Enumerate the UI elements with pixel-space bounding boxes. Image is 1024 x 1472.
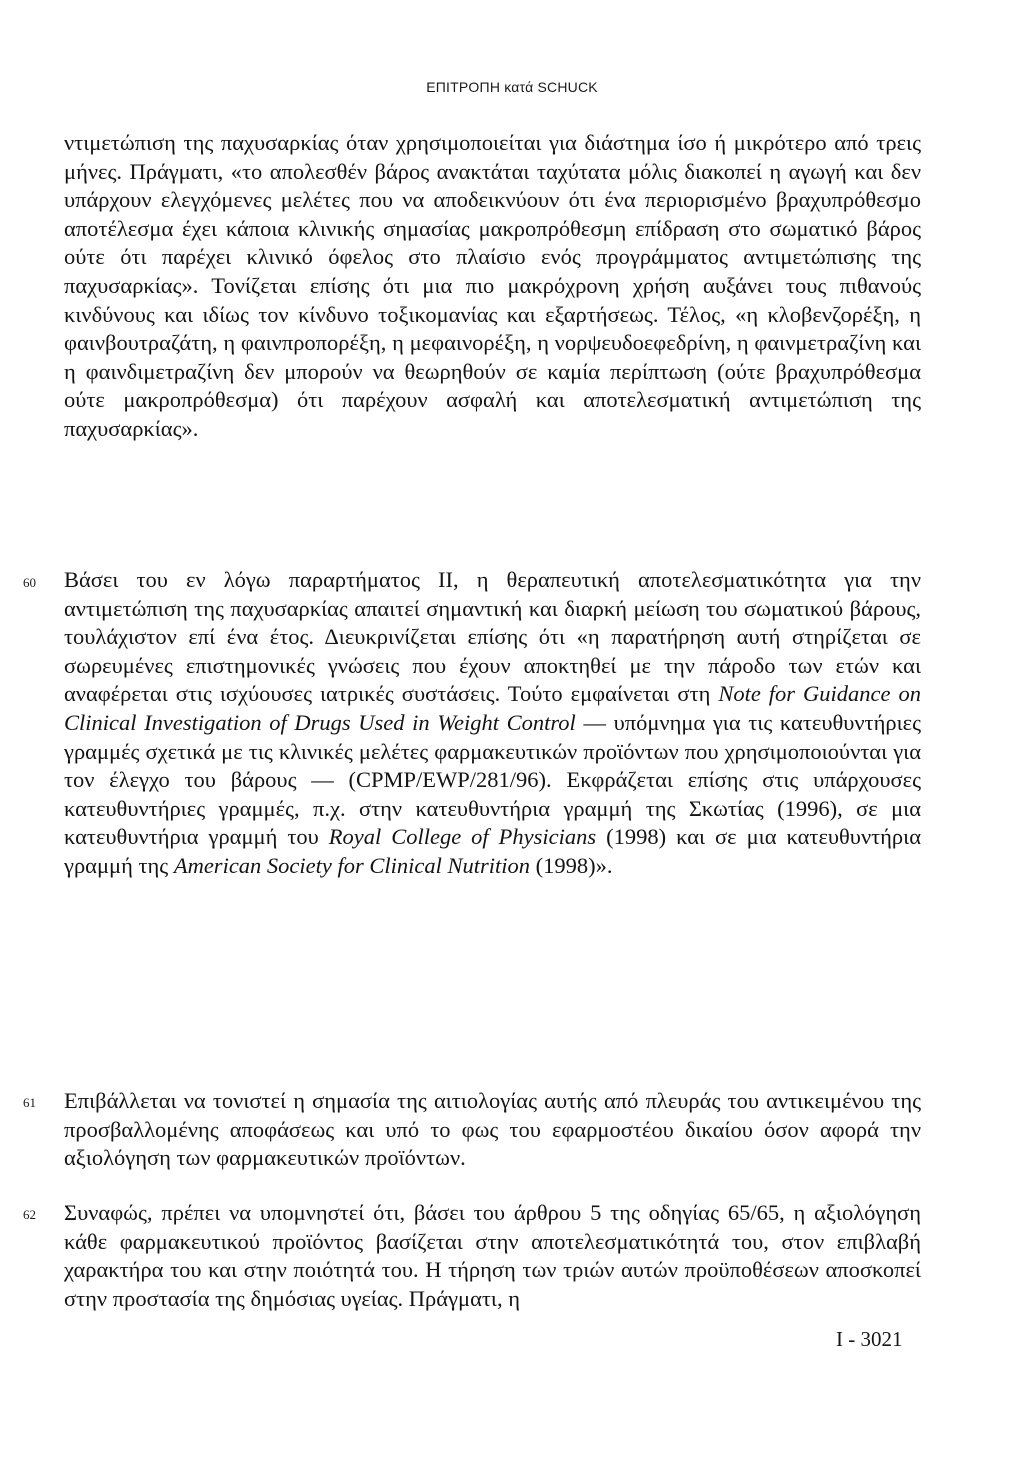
paragraph-60-text xyxy=(64,566,921,881)
paragraph-60 xyxy=(64,566,921,881)
continued-paragraph xyxy=(64,129,921,444)
paragraph-text-segment: Βάσει του εν λόγω παραρτήματος II, η θεραπευτική αποτελεσματικότητα για την αντιμετώπιση της παχυσαρκίας απαιτεί σημαντική και διαρκή μείωση του σωματικού βάρους, τουλάχιστον επί ένα έτος. Διευκρινίζεται επίσης ότι «η παρατήρηση αυτή στηρίζεται σε σωρευμένες επιστημονικές γνώσεις που έχουν αποκτηθεί με την πάροδο των ετών και αναφέρεται στις ισχύουσες ιατρικές συστάσεις. Τούτο εμφαίνεται στη xyxy=(64,567,921,707)
paragraph-text-segment: — υπόμνημα για τις κατευθυντήριες γραμμές σχετικά με τις κλινικές μελέτες φαρμακευτικών προϊόντων που χρησιμοποιούνται για τον έλεγχο του βάρους — (CPMP/EWP/281/96). Εκφράζεται επίσης στις υπάρχουσες κατευθυντήριες γραμμές, π.χ. στην κατευθυντήρια γραμμή της Σκωτίας (1996), σε μια κατευθυντήρια γραμμή του xyxy=(64,709,922,850)
paragraph-number: 61 xyxy=(23,1095,36,1110)
paragraph-62-text: Συναφώς, πρέπει να υπομνηστεί ότι, βάσει του άρθρου 5 της οδηγίας 65/65, η αξιολόγηση κάθε φαρμακευτικού προϊόντος βασίζεται στην αποτελεσματικότητά του, στον επιβλαβή χαρακτήρα του και στην ποιότητά του. Η τήρηση των τριών αυτών προϋποθέσεων αποσκοπεί στην προστασία της δημόσιας υγείας. Πράγματι, η xyxy=(64,1200,921,1311)
paragraph-number: 60 xyxy=(23,575,36,590)
paragraph-text-segment: (1998)». xyxy=(530,852,613,878)
paragraph-62 xyxy=(64,1199,921,1313)
paragraph-number: 62 xyxy=(23,1207,36,1222)
paragraph-text-segment: (1998) και σε μια κατευθυντήρια γραμμή της xyxy=(64,824,922,878)
running-header: ΕΠΙΤΡΟΠΗ κατά SCHUCK xyxy=(426,79,598,95)
continued-paragraph-text: ντιμετώπιση της παχυσαρκίας όταν χρησιμοποιείται για διάστημα ίσο ή μικρότερο από τρεις μήνες. Πράγματι, «το απολεσθέν βάρος ανακτάται ταχύτατα μόλις διακοπεί η αγωγή και δεν υπάρχουν ελεγχόμενες μελέτες που να αποδεικνύουν ότι ένα περιορισμένο βραχυπρόθεσμο αποτέλεσμα έχει κάποια κλινικής σημασίας μακροπρόθεσμη επίδραση στο σωματικό βάρος ούτε ότι παρέχει κλινικό όφελος στο πλαίσιο ενός προγράμματος αντιμετώπισης της παχυσαρκίας». Τονίζεται επίσης ότι μια πιο μακρόχρονη χρήση αυξάνει τους πιθανούς κινδύνους και ιδίως τον κίνδυνο τοξικομανίας και εξαρτήσεως. Τέλος, «η κλοβενζορέξη, η φαινβουτραζάτη, η φαινπροπορέξη, η μεφαινορέξη, η νορψευδοεφεδρίνη, η φαινμετραζίνη και η φαινδιμετραζίνη δεν μπορούν να θεωρηθούν σε καμία περίπτωση (ούτε βραχυπρόθεσμα ούτε μακροπρόθεσμα) ότι παρέχουν ασφαλή και αποτελεσματική αντιμετώπιση της παχυσαρκίας». xyxy=(64,130,921,441)
paragraph-61-text: Επιβάλλεται να τονιστεί η σημασία της αιτιολογίας αυτής από πλευράς του αντικειμένου της προσβαλλομένης αποφάσεως και υπό το φως του εφαρμοστέου δικαίου όσον αφορά την αξιολόγηση των φαρμακευτικών προϊόντων. xyxy=(64,1088,921,1171)
italic-title-note-for-guidance: Note for Guidance on Clinical Investigation of Drugs Used in Weight Control xyxy=(64,681,921,735)
italic-title-american-society: American Society for Clinical Nutrition xyxy=(173,852,531,878)
italic-title-royal-college: Royal College of Physicians xyxy=(328,824,597,850)
paragraph-61 xyxy=(64,1087,921,1173)
page-number: I - 3021 xyxy=(836,1327,903,1351)
